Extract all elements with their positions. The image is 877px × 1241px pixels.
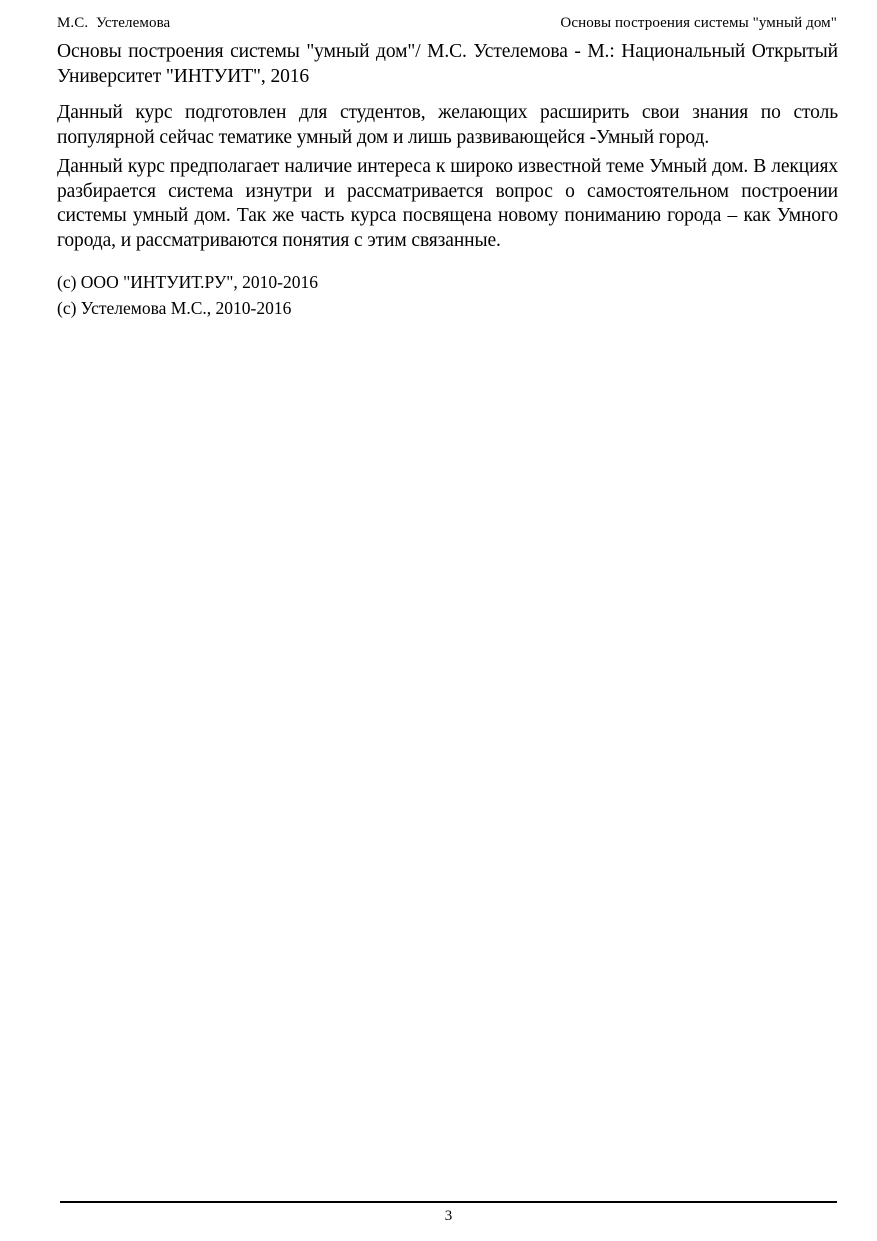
paragraph: Данный курс предполагает наличие интереса к широко известной теме Умный дом. В лекциях разбирается система изнутри и рассматривается вопрос о самостоятельном построении системы умный дом. Так же часть курса посвящена новому пониманию города – как Умного города, и рассматриваются понятия с этим связанные. [57,156,838,251]
header-book-title: Основы построения системы "умный дом" [560,15,837,31]
copyright-line: (c) ООО "ИНТУИТ.РУ", 2010-2016 [57,272,318,292]
page-number: 3 [444,1208,453,1224]
page-footer [60,1201,837,1227]
paragraph: Данный курс подготовлен для студентов, желающих расширить свои знания по столь популярной сейчас тематике умный дом и лишь развивающейся -Умный город. [57,102,838,148]
copyright-block [57,269,838,321]
header-author: М.С. Устелемова [57,15,171,31]
running-header [0,0,877,32]
copyright-line: (c) Устелемова М.С., 2010-2016 [57,298,292,318]
bibliography-entry: Основы построения системы "умный дом"/ М.С. Устелемова - М.: Национальный Открытый Университет "ИНТУИТ", 2016 [57,41,838,87]
